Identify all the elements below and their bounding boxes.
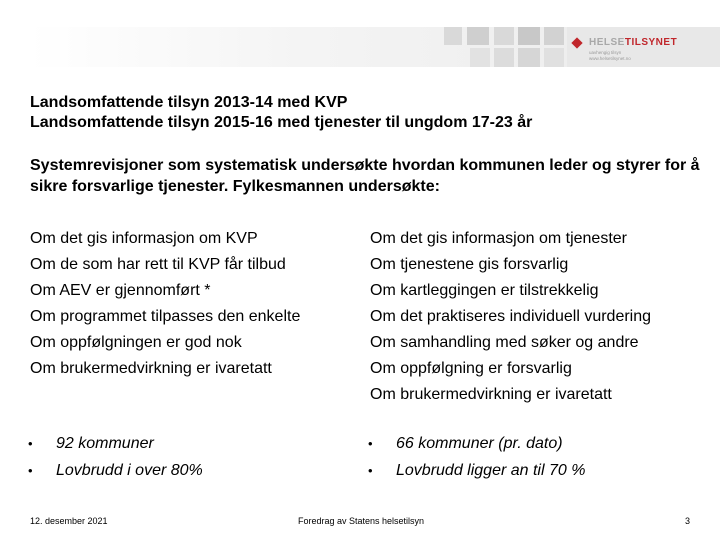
bullet-item xyxy=(28,430,203,457)
list-item: Om tjenestene gis forsvarlig xyxy=(370,256,569,273)
header-tile xyxy=(544,48,564,67)
header-tile xyxy=(544,27,564,45)
bullet-text: Lovbrudd ligger an til 70 % xyxy=(396,462,586,479)
bullet-text: Lovbrudd i over 80% xyxy=(56,462,203,479)
header-tile xyxy=(494,48,514,67)
header-tile xyxy=(470,48,490,67)
bullet-item xyxy=(368,430,585,457)
youth-criteria-list xyxy=(370,226,651,408)
bullet-icon: • xyxy=(368,463,373,478)
list-item: Om brukermedvirkning er ivaretatt xyxy=(370,386,612,403)
slide-titles xyxy=(30,93,532,133)
list-item: Om det praktiseres individuell vurdering xyxy=(370,308,652,325)
kvp-results-list xyxy=(28,430,203,484)
helsetilsynet-logo xyxy=(567,27,720,67)
list-item: Om brukermedvirkning er ivaretatt xyxy=(30,360,272,377)
bullet-icon: • xyxy=(28,436,33,451)
title-line-1: Landsomfattende tilsyn 2013-14 med KVP xyxy=(30,94,348,111)
bullet-icon: • xyxy=(368,436,373,451)
header-tile xyxy=(467,27,489,45)
list-item: Om AEV er gjennomført * xyxy=(30,282,211,299)
bullet-item xyxy=(28,457,203,484)
kvp-criteria-list xyxy=(30,226,300,382)
list-item: Om det gis informasjon om tjenester xyxy=(370,230,627,247)
bullet-text: 92 kommuner xyxy=(56,435,154,452)
header-tile xyxy=(494,27,514,45)
list-item: Om kartleggingen er tilstrekkelig xyxy=(370,282,599,299)
list-item: Om de som har rett til KVP får tilbud xyxy=(30,256,286,273)
list-item: Om samhandling med søker og andre xyxy=(370,334,639,351)
logo-diamond-icon xyxy=(571,37,582,48)
bullet-item xyxy=(368,457,585,484)
footer-presenter: Foredrag av Statens helsetilsyn xyxy=(298,516,425,526)
bullet-icon: • xyxy=(28,463,33,478)
logo-name: HELSETILSYNET xyxy=(589,37,678,48)
intro-text: Systemrevisjoner som systematisk undersøkte hvordan kommunen leder og styrer for å sikre forsvarlige tjenester. Fylkesmannen undersøkte: xyxy=(30,157,700,195)
header-tile xyxy=(518,48,540,67)
logo-url: www.helsetilsynet.no xyxy=(589,56,631,61)
youth-results-list xyxy=(368,430,585,484)
page-number: 3 xyxy=(685,516,691,526)
title-line-2: Landsomfattende tilsyn 2015-16 med tjenester til ungdom 17-23 år xyxy=(30,114,533,131)
footer-date: 12. desember 2021 xyxy=(30,516,108,526)
list-item: Om programmet tilpasses den enkelte xyxy=(30,308,301,325)
bullet-text: 66 kommuner (pr. dato) xyxy=(396,435,563,452)
header-tile xyxy=(444,27,462,45)
header-tile xyxy=(518,27,540,45)
list-item: Om oppfølgningen er god nok xyxy=(30,334,242,351)
list-item: Om oppfølgning er forsvarlig xyxy=(370,360,572,377)
logo-tagline: uavhengig tilsyn xyxy=(589,50,622,55)
list-item: Om det gis informasjon om KVP xyxy=(30,230,258,247)
